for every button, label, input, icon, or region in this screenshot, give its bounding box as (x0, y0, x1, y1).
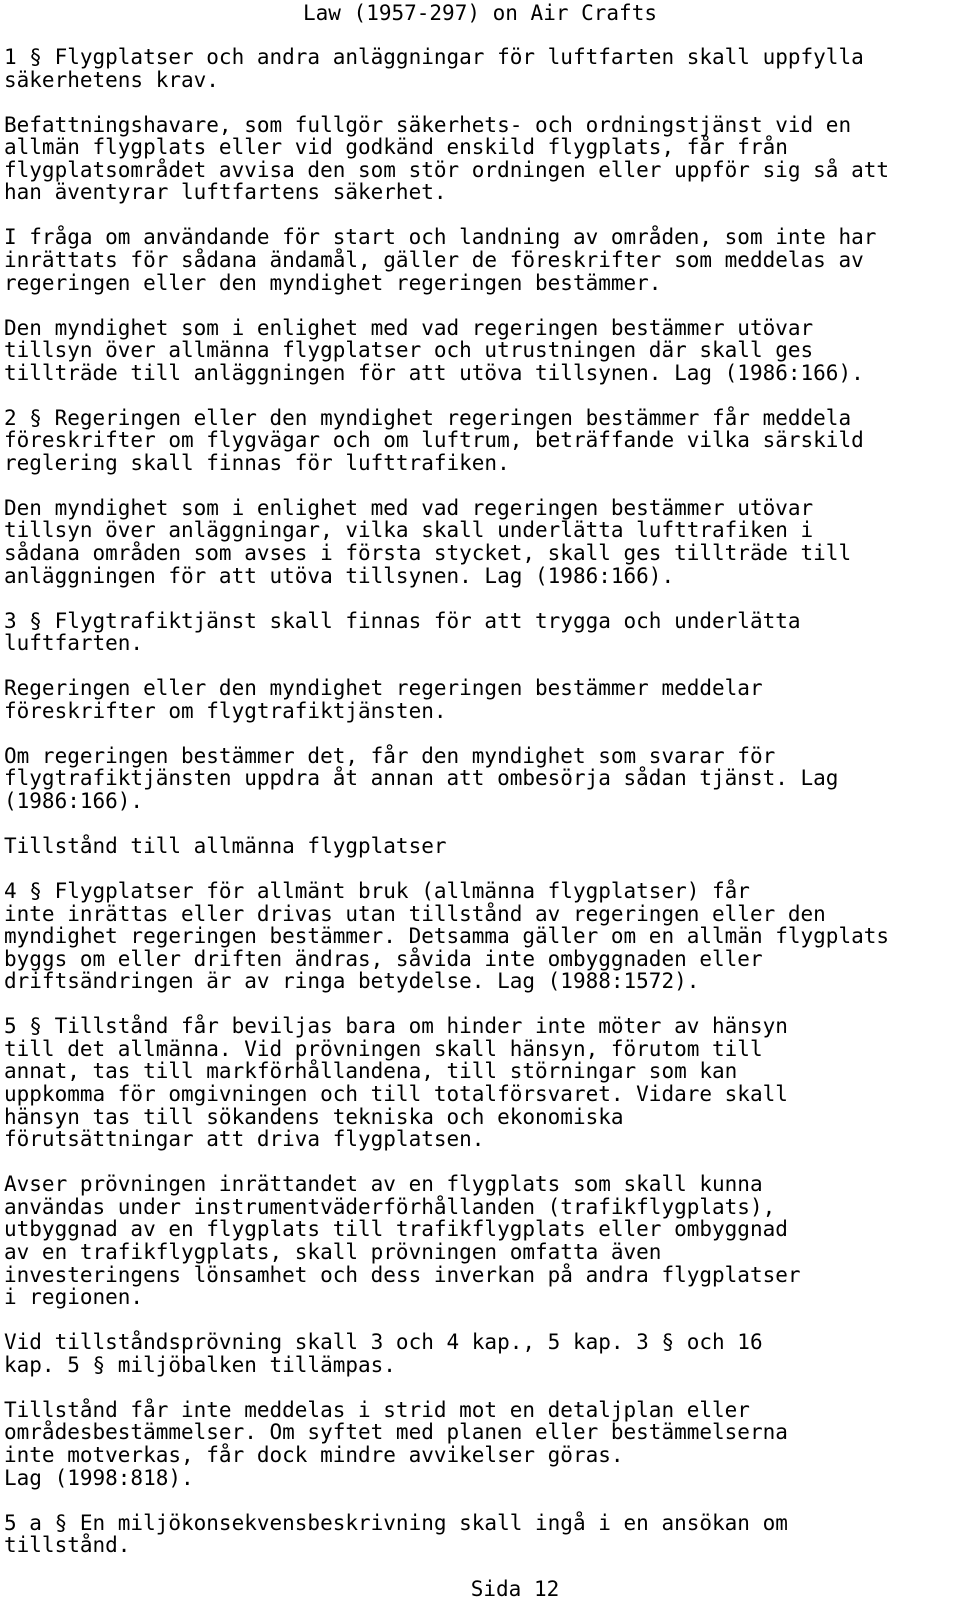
text-line: till det allmänna. Vid prövningen skall hänsyn, förutom till (4, 1036, 763, 1061)
text-line: Om regeringen bestämmer det, får den myndighet som svarar för (4, 743, 776, 768)
text-line: i regionen. (4, 1285, 144, 1310)
text-line: han äventyrar luftfartens säkerhet. (4, 180, 447, 205)
text-line: 4 § Flygplatser för allmänt bruk (allmänna flygplatser) får (4, 878, 750, 903)
text-line: flygplatsområdet avvisa den som stör ordningen eller uppför sig så att (4, 157, 890, 182)
text-line: myndighet regeringen bestämmer. Detsamma gäller om en allmän flygplats (4, 924, 890, 949)
text-line: I fråga om användande för start och landning av områden, som inte har (4, 225, 877, 250)
text-line: föreskrifter om flygvägar och om luftrum, beträffande vilka särskild (4, 428, 864, 453)
text-line: 2 § Regeringen eller den myndighet regeringen bestämmer får meddela (4, 405, 852, 430)
text-line: Lag (1998:818). (4, 1465, 194, 1490)
paragraph (4, 114, 956, 204)
text-line: reglering skall finnas för lufttrafiken. (4, 450, 510, 475)
text-line: inrättats för sådana ändamål, gäller de föreskrifter som meddelas av (4, 247, 864, 272)
text-line: flygtrafiktjänsten uppdra åt annan att ombesörja sådan tjänst. Lag (4, 766, 839, 791)
text-line: byggs om eller driften ändras, såvida inte ombyggnaden eller (4, 946, 763, 971)
text-line: användas under instrumentväderförhållanden (trafikflygplats), (4, 1194, 776, 1219)
paragraph (4, 1512, 956, 1557)
text-line: tillträde till anläggningen för att utöva tillsynen. Lag (1986:166). (4, 360, 864, 385)
text-line: anläggningen för att utöva tillsynen. Lag (1986:166). (4, 563, 675, 588)
text-line: kap. 5 § miljöbalken tillämpas. (4, 1352, 396, 1377)
text-line: luftfarten. (4, 631, 144, 656)
text-line: Avser prövningen inrättandet av en flygplats som skall kunna (4, 1172, 763, 1197)
text-line: Den myndighet som i enlighet med vad regeringen bestämmer utövar (4, 315, 814, 340)
text-line: driftsändringen är av ringa betydelse. Lag (1988:1572). (4, 969, 700, 994)
text-line: 3 § Flygtrafiktjänst skall finnas för att trygga och underlätta (4, 608, 801, 633)
text-line: 5 a § En miljökonsekvensbeskrivning skall ingå i en ansökan om (4, 1510, 788, 1535)
text-line: Regeringen eller den myndighet regeringen bestämmer meddelar (4, 676, 763, 701)
page-header: Law (1957-297) on Air Crafts (302, 1, 657, 25)
paragraph (4, 835, 956, 858)
text-line: av en trafikflygplats, skall prövningen omfatta även (4, 1240, 662, 1265)
paragraph (4, 610, 956, 655)
text-line: hänsyn tas till sökandens tekniska och ekonomiska (4, 1104, 624, 1129)
text-line: 1 § Flygplatser och andra anläggningar för luftfarten skall uppfylla (4, 45, 864, 69)
page-number: Sida 12 (470, 1577, 560, 1601)
paragraph (4, 407, 956, 475)
text-line: Tillstånd får inte meddelas i strid mot en detaljplan eller (4, 1397, 750, 1422)
text-line: tillstånd. (4, 1533, 131, 1558)
paragraph (4, 1399, 956, 1489)
paragraph (4, 745, 956, 813)
text-line: investeringens lönsamhet och dess inverkan på andra flygplatser (4, 1262, 801, 1287)
paragraph (4, 46, 956, 91)
paragraph (4, 677, 956, 722)
text-line: annat, tas till markförhållandena, till störningar som kan (4, 1059, 738, 1084)
text-line: 5 § Tillstånd får beviljas bara om hinder inte möter av hänsyn (4, 1014, 788, 1039)
paragraph (4, 226, 956, 294)
text-line: allmän flygplats eller vid godkänd enskild flygplats, får från (4, 135, 788, 160)
text-line: tillsyn över anläggningar, vilka skall underlätta lufttrafiken i (4, 518, 814, 543)
text-line: säkerhetens krav. (4, 67, 219, 92)
paragraph (4, 497, 956, 587)
text-line: sådana områden som avses i första stycket, skall ges tillträde till (4, 541, 852, 566)
text-line: föreskrifter om flygtrafiktjänsten. (4, 698, 447, 723)
text-line: Den myndighet som i enlighet med vad regeringen bestämmer utövar (4, 495, 814, 520)
text-line: förutsättningar att driva flygplatsen. (4, 1127, 485, 1152)
text-line: Tillstånd till allmänna flygplatser (4, 833, 447, 858)
paragraph (4, 880, 956, 993)
text-line: Vid tillståndsprövning skall 3 och 4 kap., 5 kap. 3 § och 16 (4, 1330, 763, 1355)
paragraph (4, 1015, 956, 1151)
paragraph (4, 1173, 956, 1309)
text-line: uppkomma för omgivningen och till totalförsvaret. Vidare skall (4, 1082, 788, 1107)
text-line: inte inrättas eller drivas utan tillstånd av regeringen eller den (4, 901, 826, 926)
text-line: Befattningshavare, som fullgör säkerhets- och ordningstjänst vid en (4, 112, 852, 137)
text-line: (1986:166). (4, 788, 144, 813)
paragraph (4, 1331, 956, 1376)
text-line: tillsyn över allmänna flygplatser och utrustningen där skall ges (4, 338, 814, 363)
text-line: inte motverkas, får dock mindre avvikelser göras. (4, 1442, 624, 1467)
text-line: regeringen eller den myndighet regeringen bestämmer. (4, 270, 662, 295)
paragraph (4, 317, 956, 385)
text-line: områdesbestämmelser. Om syftet med planen eller bestämmelserna (4, 1420, 788, 1445)
document-body (4, 46, 956, 1579)
text-line: utbyggnad av en flygplats till trafikflygplats eller ombyggnad (4, 1217, 788, 1242)
